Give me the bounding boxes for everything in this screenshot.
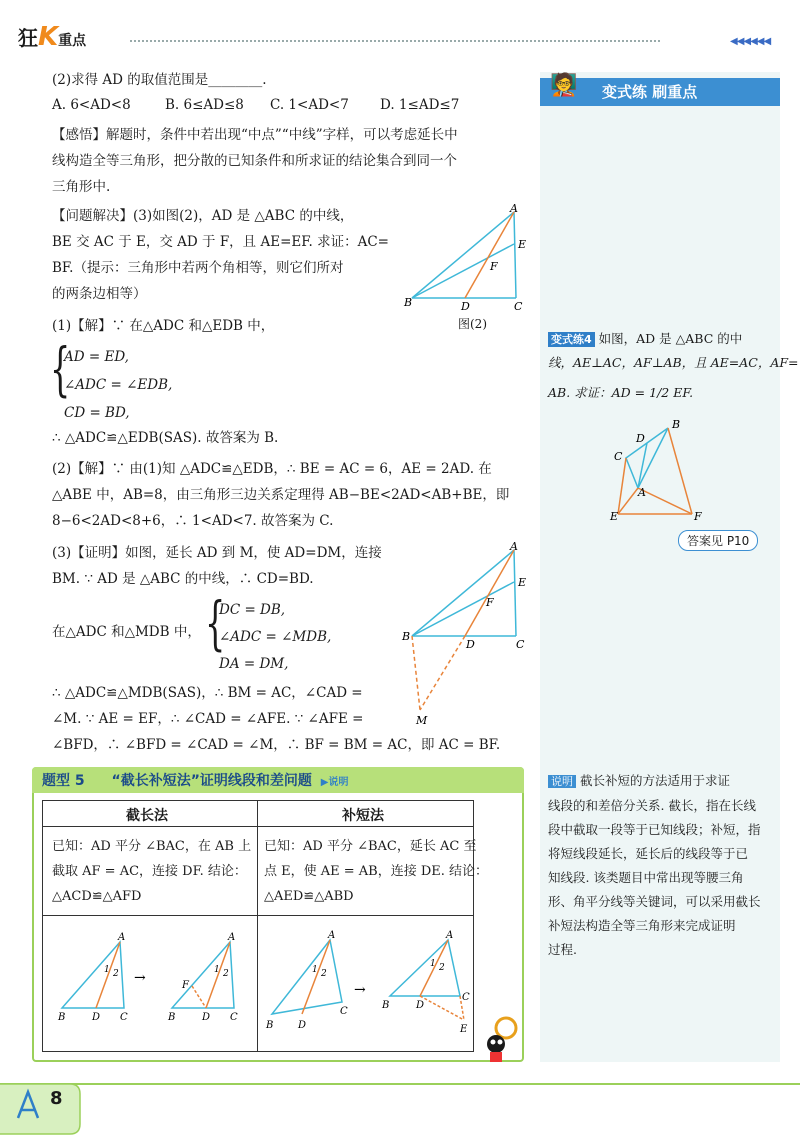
option-c: C. 1<AD<7: [270, 97, 349, 113]
option-b: B. 6≤AD≤8: [165, 97, 244, 113]
figure-2: [398, 204, 534, 320]
svg-text:A: A: [228, 932, 236, 943]
svg-text:1: 1: [312, 965, 318, 975]
svg-text:D: D: [461, 300, 470, 313]
svg-text:2: 2: [113, 969, 119, 979]
type5-tag: ▶说明: [320, 777, 349, 788]
exercise-4: 变式练4 如图，AD 是 △ABC 的中: [548, 328, 742, 350]
svg-text:C: C: [514, 300, 523, 313]
mascot-icon: 🧑‍🏫: [550, 73, 578, 98]
col2-text: 已知：AD 平分 ∠BAC，延长 AC 至 点 E，使 AE = AB，连接 DE. 结论： △AED≌△ABD: [264, 839, 489, 904]
svg-text:F: F: [486, 596, 494, 609]
svg-text:C: C: [614, 450, 623, 463]
brace-2: {: [205, 589, 226, 657]
svg-text:D: D: [92, 1012, 101, 1023]
svg-text:E: E: [518, 576, 527, 589]
problem-statement: 【问题解决】(3)如图(2)，AD 是 △ABC 的中线， BE 交 AC 于 E，交 AD 于 F，且 AE=EF. 求证：AC= BF.（提示：三角形中若两个角相等，则它们所对 的两条边相等）: [52, 208, 389, 302]
header-divider: [130, 40, 660, 42]
svg-text:E: E: [610, 510, 619, 522]
solution-1-conditions: AD = ED, ∠ADC = ∠EDB, CD = BD,: [64, 349, 173, 421]
solution-1-conclusion: ∴ △ADC≌△EDB(SAS). 故答案为 B.: [52, 430, 279, 446]
svg-text:B: B: [402, 630, 411, 643]
svg-text:C: C: [516, 638, 525, 651]
exercise-badge: 变式练4: [548, 332, 595, 347]
svg-text:B: B: [404, 296, 413, 309]
svg-text:D: D: [466, 638, 475, 651]
svg-text:→: →: [354, 982, 366, 998]
extend-method-figures: [262, 928, 474, 1038]
svg-text:1: 1: [214, 965, 220, 975]
question-2: (2)求得 AD 的取值范围是________.: [52, 72, 267, 88]
solution-3-intro: (3)【证明】如图，延长 AD 到 M，使 AD=DM，连接 BM. ∵ AD 是 △ABC 的中线，∴ CD=BD.: [52, 545, 382, 587]
svg-text:B: B: [168, 1012, 176, 1023]
svg-text:B: B: [382, 1000, 390, 1011]
svg-text:C: C: [462, 992, 470, 1003]
table-row-line: [42, 915, 474, 916]
solution-1-head: (1)【解】∵ 在△ADC 和△EDB 中，: [52, 318, 275, 334]
note-body: 线段的和差倍分关系. 截长，指在长线 段中截取一段等于已知线段；补短，指 将短线段延长，延长后的线段等于已 知线段. 该类题目中常出现等腰三角 形、角平分线等关键词，可以采用截长 补短法构造全等三角形来完成证明 过程.: [548, 798, 761, 957]
svg-text:1: 1: [430, 959, 436, 969]
note-badge: 说明: [548, 775, 576, 788]
figure-2-caption: 图(2): [458, 317, 487, 331]
svg-text:E: E: [518, 238, 527, 251]
svg-text:2: 2: [321, 969, 327, 979]
exercise-4-figure: [596, 416, 716, 522]
table-header-line: [42, 826, 474, 827]
svg-text:2: 2: [223, 969, 229, 979]
solution-3-prefix: 在△ADC 和△MDB 中，: [52, 624, 201, 640]
insight-paragraph: 【感悟】解题时，条件中若出现“中点”“中线”字样，可以考虑延长中 线构造全等三角形，把分散的已知条件和所求证的结论集合到同一个 三角形中.: [52, 127, 458, 195]
page-number: 8: [50, 1088, 63, 1109]
exercise-line: AB. 求证：AD = 1/2 EF.: [548, 385, 694, 400]
svg-text:M: M: [416, 714, 428, 727]
svg-text:C: C: [120, 1012, 128, 1023]
svg-text:B: B: [58, 1012, 66, 1023]
answer-reference: 答案见 P10: [678, 530, 758, 551]
svg-text:A: A: [638, 486, 646, 499]
svg-text:1: 1: [104, 965, 110, 975]
solution-2: (2)【解】∵ 由(1)知 △ADC≌△EDB，∴ BE = AC = 6，AE = 2AD. 在 △ABE 中，AB=8，由三角形三边关系定理得 AB−BE<2AD<AB+BE，即 8−6<2AD<8+6，∴ 1<AD<7. 故答案为 C.: [52, 461, 510, 529]
svg-text:B: B: [266, 1020, 274, 1031]
exercise-line: 线，AE⊥AC，AF⊥AB，且 AE=AC，AF=: [548, 355, 799, 370]
svg-text:C: C: [340, 1006, 348, 1017]
svg-text:C: C: [230, 1012, 238, 1023]
svg-text:B: B: [672, 418, 681, 431]
option-d: D. 1≤AD≤7: [380, 97, 460, 113]
svg-text:F: F: [182, 980, 189, 991]
svg-text:A: A: [328, 930, 336, 941]
brace-1: {: [50, 335, 71, 403]
note-first-line: 说明 截长补短的方法适用于求证: [548, 770, 730, 792]
svg-text:A: A: [118, 932, 126, 943]
svg-text:→: →: [134, 970, 146, 986]
svg-text:2: 2: [439, 963, 445, 973]
type5-title: 题型 5 “截长补短法”证明线段和差问题 ▶说明: [42, 773, 349, 789]
col2-header: 补短法: [342, 808, 384, 824]
svg-text:F: F: [490, 260, 498, 273]
svg-text:F: F: [694, 510, 702, 522]
right-panel-banner: 🧑‍🏫 变式练 刷重点: [540, 78, 780, 106]
svg-text:D: D: [416, 1000, 425, 1011]
col1-text: 已知：AD 平分 ∠BAC，在 AB 上 截取 AF = AC，连接 DF. 结论： △ACD≌△AFD: [52, 839, 252, 904]
svg-text:D: D: [636, 432, 645, 445]
svg-text:E: E: [460, 1024, 468, 1035]
svg-text:D: D: [298, 1020, 307, 1031]
brand-logo: 狂K重点: [18, 22, 87, 52]
header-marks: ◀◀◀◀◀◀: [730, 36, 771, 47]
cut-method-figures: [52, 930, 252, 1030]
mascot-magnifier-icon: [478, 1014, 524, 1064]
footer-decoration: [0, 1078, 800, 1136]
svg-text:A: A: [510, 204, 518, 215]
svg-text:D: D: [202, 1012, 211, 1023]
solution-3-conclusion: ∴ △ADC≌△MDB(SAS)，∴ BM = AC，∠CAD = ∠M. ∵ AE = EF，∴ ∠CAD = ∠AFE. ∵ ∠AFE = ∠BFD，∴ ∠BFD = ∠CAD = ∠M，∴ BF = BM = AC，即 AC = BF.: [52, 685, 501, 753]
col1-header: 截长法: [126, 808, 168, 824]
svg-text:A: A: [446, 930, 454, 941]
solution-3-conditions: DC = DB, ∠ADC = ∠MDB, DA = DM,: [219, 602, 332, 672]
table-divider: [257, 800, 258, 1052]
option-a: A. 6<AD<8: [52, 97, 131, 113]
svg-text:A: A: [510, 540, 518, 553]
